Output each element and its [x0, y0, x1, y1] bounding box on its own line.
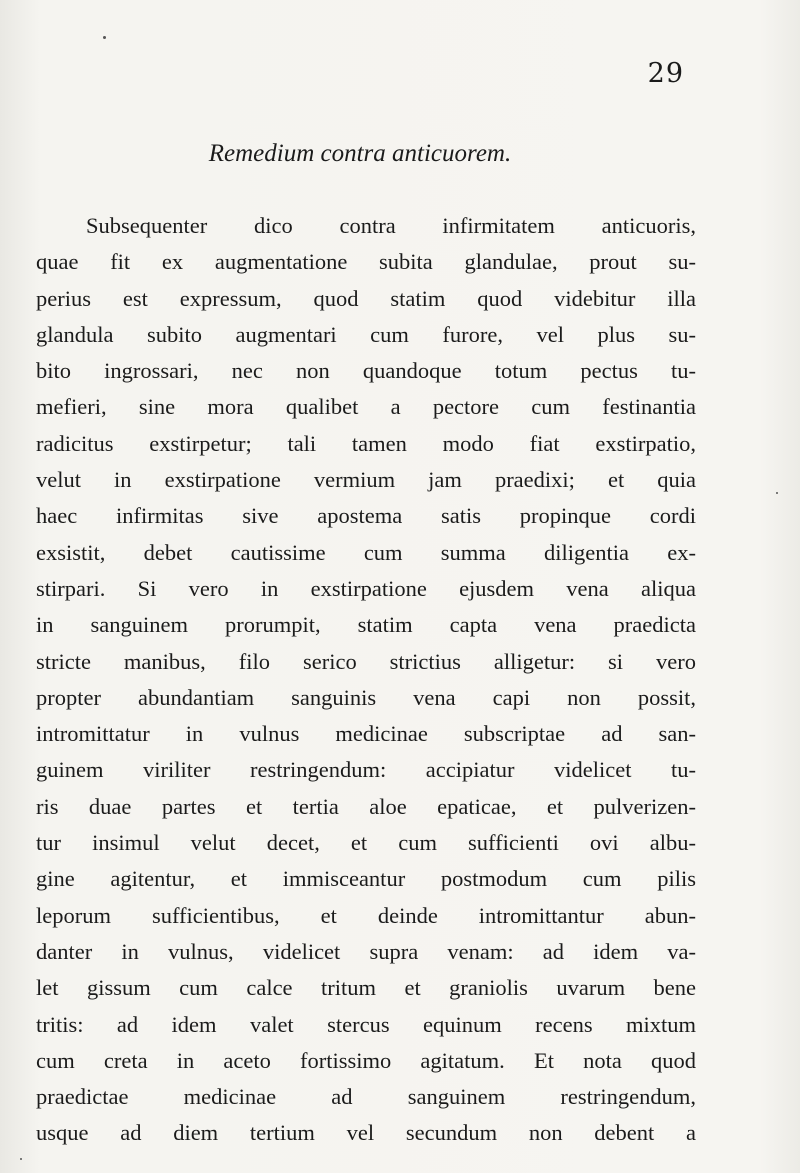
text-line: Subsequenter dico contra infirmitatem anticuoris,: [86, 213, 696, 238]
text-line: gine agitentur, et immisceantur postmodum cum pilis: [36, 866, 696, 892]
text-line: in sanguinem prorumpit, statim capta vena praedicta: [36, 612, 696, 638]
text-line: velut in exstirpatione vermium jam praedixi; et quia: [36, 467, 696, 493]
paper-speck: [20, 1158, 22, 1160]
text-line: cum creta in aceto fortissimo agitatum. Et nota quod: [36, 1047, 696, 1073]
text-line: usque ad diem tertium vel secundum non debent a: [36, 1120, 696, 1146]
text-line: propter abundantiam sanguinis vena capi non possit,: [36, 684, 696, 710]
text-line: bito ingrossari, nec non quandoque totum pectus tu-: [36, 358, 696, 384]
text-line: tritis: ad idem valet stercus equinum recens mixtum: [36, 1011, 696, 1037]
text-line: ris duae partes et tertia aloe epaticae, et pulverizen-: [36, 793, 696, 819]
text-line: stirpari. Si vero in exstirpatione ejusdem vena aliqua: [36, 575, 696, 601]
text-line: mefieri, sine mora qualibet a pectore cum festinantia: [36, 394, 696, 420]
text-line: stricte manibus, filo serico strictius alligetur: si vero: [36, 648, 696, 674]
text-line: tur insimul velut decet, et cum sufficienti ovi albu-: [36, 830, 696, 856]
section-heading: Remedium contra anticuorem.: [208, 140, 512, 167]
text-line: intromittatur in vulnus medicinae subscriptae ad san-: [36, 721, 696, 747]
page-number: 29: [647, 58, 684, 89]
body-text: [36, 208, 696, 1152]
text-line: praedictae medicinae ad sanguinem restringendum,: [36, 1084, 696, 1110]
text-line: guinem viriliter restringendum: accipiatur videlicet tu-: [36, 757, 696, 783]
text-line: let gissum cum calce tritum et graniolis uvarum bene: [36, 975, 696, 1001]
text-line: danter in vulnus, videlicet supra venam: ad idem va-: [36, 938, 696, 964]
text-line: exsistit, debet cautissime cum summa diligentia ex-: [36, 539, 696, 565]
text-line: glandula subito augmentari cum furore, vel plus su-: [36, 321, 696, 347]
text-line: haec infirmitas sive apostema satis propinque cordi: [36, 503, 696, 529]
text-line: quae fit ex augmentatione subita glandulae, prout su-: [36, 249, 696, 275]
text-line: radicitus exstirpetur; tali tamen modo fiat exstirpatio,: [36, 430, 696, 456]
text-line: leporum sufficientibus, et deinde intromittantur abun-: [36, 902, 696, 928]
text-line: perius est expressum, quod statim quod videbitur illa: [36, 285, 696, 311]
paper-speck: [103, 36, 106, 39]
paper-speck: [776, 492, 778, 494]
